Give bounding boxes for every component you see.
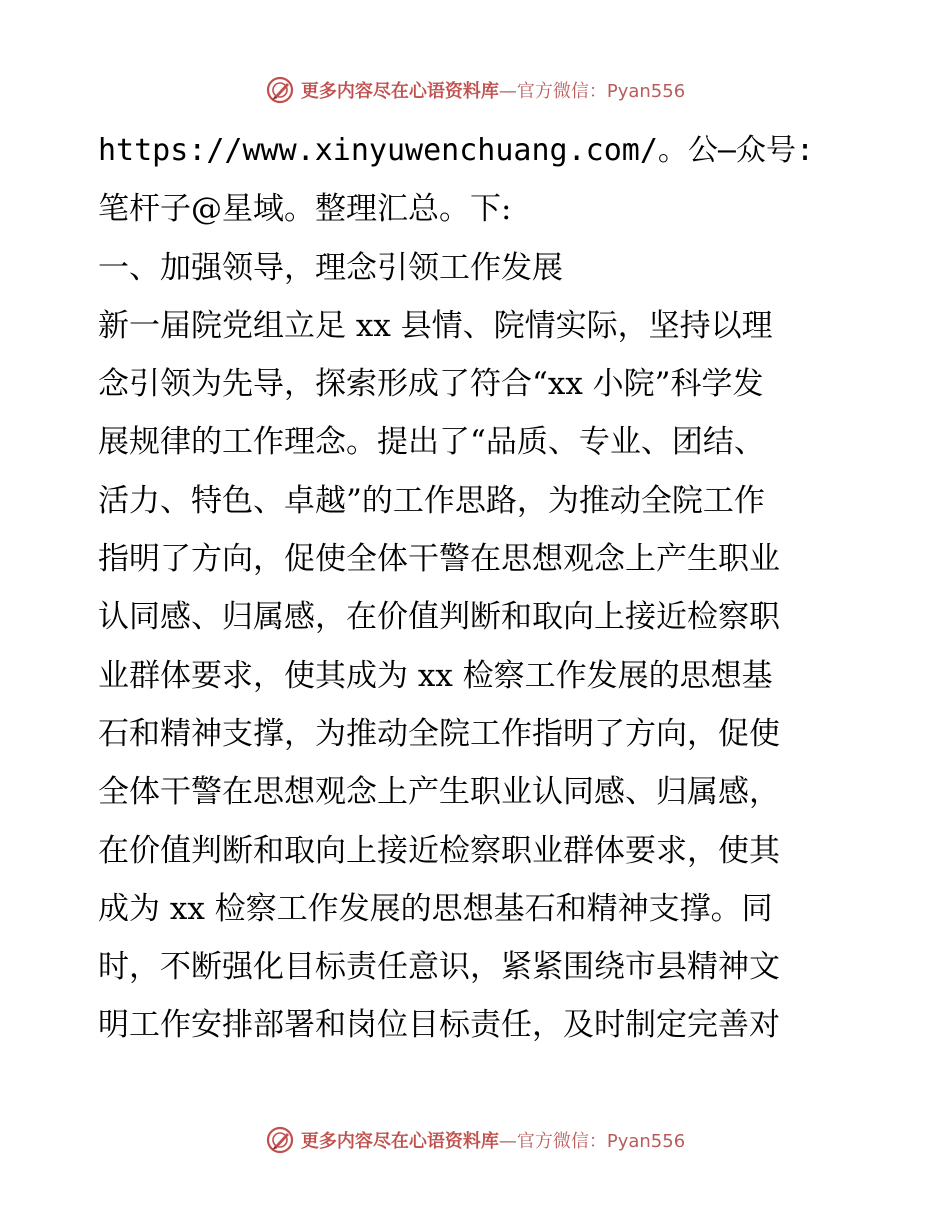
body-line: https://www.xinyuwenchuang.com/。公—众号: (98, 133, 815, 168)
header-watermark-banner (0, 70, 950, 110)
body-line: 笔杆子@星域。整理汇总。下: (98, 191, 512, 228)
body-line: 念引领为先导，探索形成了符合“xx 小院”科学发 (98, 366, 764, 403)
body-line: 业群体要求，使其成为 xx 检察工作发展的思想基 (98, 657, 773, 694)
pen-brush-logo-icon (265, 1125, 295, 1155)
body-line: 活力、特色、卓越”的工作思路，为推动全院工作 (98, 482, 765, 519)
footer-watermark-banner (0, 1120, 950, 1160)
body-line: 指明了方向，促使全体干警在思想观念上产生职业 (98, 541, 780, 578)
body-line: 认同感、归属感，在价值判断和取向上接近检察职 (98, 599, 780, 636)
footer-watermark-text: 更多内容尽在心语资料库—官方微信：Pyan556 (300, 1131, 686, 1152)
header-watermark-text: 更多内容尽在心语资料库—官方微信：Pyan556 (300, 81, 686, 102)
body-line: 成为 xx 检察工作发展的思想基石和精神支撑。同 (98, 890, 773, 927)
body-line: 时，不断强化目标责任意识，紧紧围绕市县精神文 (98, 949, 780, 986)
document-body (98, 122, 868, 1055)
body-line: 在价值判断和取向上接近检察职业群体要求，使其 (98, 832, 780, 869)
pen-brush-logo-icon (265, 75, 295, 105)
section-heading: 一、加强领导，理念引领工作发展 (98, 249, 563, 286)
body-line: 新一届院党组立足 xx 县情、院情实际，坚持以理 (98, 307, 773, 344)
body-line: 全体干警在思想观念上产生职业认同感、归属感， (98, 774, 780, 811)
body-line: 展规律的工作理念。提出了“品质、专业、团结、 (98, 424, 765, 461)
body-line: 明工作安排部署和岗位目标责任，及时制定完善对 (98, 1007, 780, 1044)
body-line: 石和精神支撑，为推动全院工作指明了方向，促使 (98, 715, 780, 752)
